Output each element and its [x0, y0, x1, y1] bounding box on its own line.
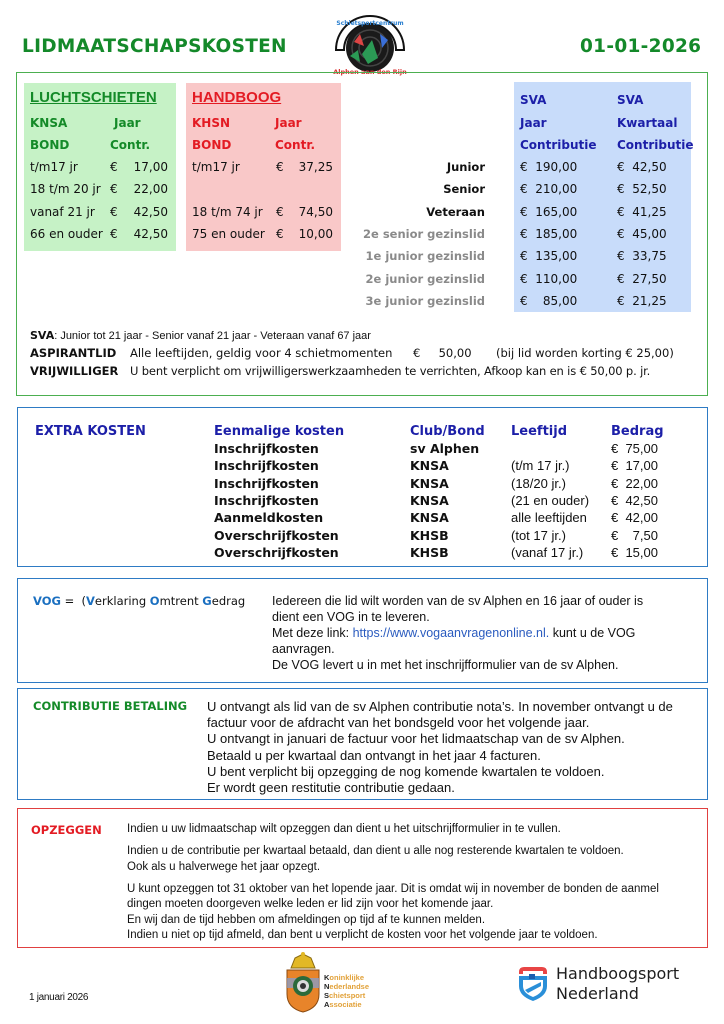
sva-row-year: € 85,00: [520, 293, 578, 308]
extra-kosten-title: EXTRA KOSTEN: [35, 424, 146, 439]
sva-row-year: € 165,00: [520, 204, 578, 219]
contributie-line: Er wordt geen restitutie contributie gedaan.: [207, 780, 455, 795]
handboog-row-amount: 10,00: [298, 226, 333, 241]
extra-header-kosten: Eenmalige kosten: [214, 424, 345, 439]
opzeggen-line: Ook als u halverwege het jaar opzegt.: [127, 860, 321, 873]
sva-quarter-header-1: SVA: [617, 93, 644, 107]
sva-row-quarter: € 52,50: [617, 182, 667, 197]
opzeggen-line: Indien u uw lidmaatschap wilt opzeggen dan dient u het uitschrijfformulier in te vullen.: [127, 823, 561, 835]
page-title: LIDMAATSCHAPSKOSTEN: [22, 36, 287, 57]
opzeggen-line: Indien u de contributie per kwartaal betaald, dan dient u alle nog resterende kwartalen te voldoen.: [127, 845, 624, 858]
sva-year-header-1: SVA: [520, 93, 547, 107]
vog-line-2: dient een VOG in te leveren.: [272, 610, 430, 624]
contributie-line: U ontvangt als lid van de sv Alphen contributie nota’s. In november ontvangt u de: [207, 699, 673, 714]
vog-rest-o: mtrent: [159, 594, 203, 608]
handboog-row-label: 18 t/m 74 jr: [192, 204, 263, 219]
luchtschieten-row-amount: 17,00: [133, 160, 168, 174]
khsn-label: KHSN: [192, 116, 231, 130]
aspirant-amount: € 50,00: [413, 346, 472, 360]
handboog-title: HANDBOOG: [192, 89, 282, 106]
extra-header-leeftijd: Leeftijd: [511, 424, 568, 439]
sva-note-label: SVA: [30, 329, 55, 342]
opzeggen-line: dingen moeten doorgeven welke leden er lid zijn voor het komende jaar.: [127, 898, 494, 911]
sva-row-label: Senior: [443, 182, 485, 197]
sva-year-header-2: Jaar: [520, 116, 547, 130]
sva-row-year: € 135,00: [520, 249, 578, 264]
luchtschieten-row-currency: €: [110, 182, 118, 197]
contributie-line: U ontvangt in januari de factuur voor het lidmaatschap van de sv Alphen.: [207, 731, 625, 747]
knsa-label: KNSA: [30, 116, 68, 130]
contributie-line: U bent verplicht bij opzegging de nog komende kwartalen te voldoen.: [207, 763, 605, 779]
vog-initial-o: O: [149, 594, 160, 608]
extra-row-leeftijd: (t/m 17 jr.): [511, 458, 570, 474]
jaar-label: Jaar: [114, 116, 141, 130]
extra-row-kosten: Overschrijfkosten: [214, 527, 339, 543]
extra-row-kosten: Inschrijfkosten: [214, 475, 319, 491]
knsa-wordmark-line: [324, 991, 369, 1000]
sva-quarter-header-3: Contributie: [617, 138, 694, 152]
extra-row-leeftijd: (vanaf 17 jr.): [511, 544, 584, 560]
knsa-wordmark-line: [324, 973, 369, 982]
sva-row-label: 3e junior gezinslid: [365, 293, 485, 308]
handboog-row-currency: €: [276, 204, 284, 219]
extra-row-club: KNSA: [410, 458, 449, 474]
extra-row-leeftijd: (21 en ouder): [511, 492, 590, 508]
sva-row-quarter: € 21,25: [617, 293, 667, 308]
sva-row-year: € 210,00: [520, 182, 578, 197]
sva-row-quarter: € 33,75: [617, 249, 667, 264]
sva-row-year: € 110,00: [520, 271, 578, 286]
extra-row-club: KNSA: [410, 510, 449, 526]
footer-date: 1 januari 2026: [29, 992, 89, 1003]
knsa-initial: K: [324, 973, 330, 982]
aspirant-note: (bij lid worden korting € 25,00): [496, 346, 674, 360]
handboog-bond-label: BOND: [192, 138, 232, 152]
vog-line-4: De VOG levert u in met het inschrijfformulier van de sv Alphen.: [272, 658, 619, 672]
knsa-rest: ssociatie: [329, 1000, 362, 1009]
sva-row-quarter: € 41,25: [617, 204, 667, 219]
opzeggen-line: Indien u niet op tijd afmeld, dan bent u verplicht de kosten voor het volgende jaar te voldoen.: [127, 928, 598, 941]
sva-note-text: : Junior tot 21 jaar - Senior vanaf 21 jaar - Veteraan vanaf 67 jaar: [54, 330, 371, 342]
contributie-line: Betaald u per kwartaal dan ontvangt in het jaar 4 facturen.: [207, 747, 541, 763]
vog-initial-v: V: [86, 594, 95, 608]
sva-note: [30, 329, 371, 342]
sva-row-quarter: € 42,50: [617, 160, 667, 174]
vog-link-suffix: kunt u de VOG: [549, 626, 636, 640]
sva-row-label: Junior: [446, 160, 485, 174]
svg-text:Alphen aan den Rijn: Alphen aan den Rijn: [333, 68, 407, 76]
knsa-wordmark-line: [324, 1000, 369, 1009]
sva-row-year: € 185,00: [520, 226, 578, 241]
extra-row-bedrag: € 42,50: [611, 492, 658, 508]
extra-row-club: sv Alphen: [410, 441, 480, 456]
aspirant-text: Alle leeftijden, geldig voor 4 schietmomenten: [130, 346, 393, 360]
extra-row-kosten: Inschrijfkosten: [214, 492, 319, 508]
extra-row-leeftijd: alle leeftijden: [511, 510, 587, 526]
handboogsport-logo-icon: [516, 964, 550, 1002]
luchtschieten-row-amount: 22,00: [133, 182, 168, 197]
vog-line-1: Iedereen die lid wilt worden van de sv Alphen en 16 jaar of ouder is: [272, 594, 644, 608]
handboog-jaar-label: Jaar: [275, 116, 302, 130]
sva-row-label: Veteraan: [426, 204, 485, 219]
aspirant-label: ASPIRANTLID: [30, 346, 117, 360]
contr-label: Contr.: [110, 138, 151, 152]
handboog-row-currency: €: [276, 226, 284, 241]
handboog-row-currency: €: [276, 160, 284, 174]
extra-row-kosten: Inschrijfkosten: [214, 441, 319, 456]
sva-row-label: 2e senior gezinslid: [363, 226, 485, 241]
opzeggen-line: En wij dan de tijd hebben om afmeldingen op tijd af te kunnen melden.: [127, 913, 486, 926]
knsa-initial: A: [324, 1000, 330, 1009]
luchtschieten-row-currency: €: [110, 226, 118, 241]
luchtschieten-row-amount: 42,50: [133, 226, 168, 241]
extra-row-bedrag: € 22,00: [611, 475, 658, 491]
sva-year-header-3: Contributie: [520, 138, 597, 152]
extra-row-kosten: Inschrijfkosten: [214, 458, 319, 474]
vrijwilliger-text: U bent verplicht om vrijwilligerswerkzaamheden te verrichten, Afkoop kan en is € 50,00 p. jr.: [130, 364, 651, 378]
luchtschieten-row-label: 66 en ouder: [30, 226, 103, 241]
extra-row-club: KHSB: [410, 527, 449, 543]
extra-row-leeftijd: (tot 17 jr.): [511, 527, 566, 543]
luchtschieten-row-label: 18 t/m 20 jr: [30, 182, 101, 197]
extra-header-club: Club/Bond: [410, 424, 485, 439]
extra-row-bedrag: € 42,00: [611, 510, 658, 526]
extra-row-club: KHSB: [410, 544, 449, 560]
vog-link[interactable]: https://www.vogaanvragenonline.nl.: [352, 626, 550, 640]
opzeggen-label: OPZEGGEN: [31, 823, 102, 837]
sva-row-label: 1e junior gezinslid: [365, 249, 485, 264]
handboog-contr-label: Contr.: [275, 138, 316, 152]
contributie-label: CONTRIBUTIE BETALING: [33, 699, 188, 713]
luchtschieten-row-label: vanaf 21 jr: [30, 204, 95, 219]
vog-rest-g: edrag: [211, 594, 246, 608]
knsa-wordmark-line: [324, 982, 369, 991]
vog-initial-g: G: [202, 594, 212, 608]
vog-link-line: [272, 626, 635, 640]
vog-eq: = (: [64, 594, 87, 608]
sva-row-quarter: € 45,00: [617, 226, 667, 241]
opzeggen-line: U kunt opzeggen tot 31 oktober van het lopende jaar. Dit is omdat wij in november de bonden de aanmel: [127, 882, 659, 895]
extra-row-bedrag: € 75,00: [611, 441, 658, 456]
vog-link-prefix: Met deze link:: [272, 626, 353, 640]
vog-definition: [33, 594, 245, 608]
handboog-row-label: t/m17 jr: [192, 160, 240, 174]
sva-row-quarter: € 27,50: [617, 271, 667, 286]
knsa-logo: [283, 950, 323, 1014]
handboog-row-amount: 37,25: [298, 160, 333, 174]
extra-row-club: KNSA: [410, 492, 449, 508]
luchtschieten-row-currency: €: [110, 204, 118, 219]
knsa-rest: chietsport: [329, 991, 366, 1000]
extra-row-bedrag: € 17,00: [611, 458, 658, 474]
club-logo: [330, 6, 410, 76]
sva-row-year: € 190,00: [520, 160, 578, 174]
handboog-row-label: 75 en ouder: [192, 226, 265, 241]
contributie-line: factuur voor de afdracht van het bondsgeld voor het volgende jaar.: [207, 715, 590, 731]
vrijwilliger-label: VRIJWILLIGER: [30, 364, 119, 378]
luchtschieten-row-currency: €: [110, 160, 118, 174]
luchtschieten-row-amount: 42,50: [133, 204, 168, 219]
luchtschieten-title: LUCHTSCHIETEN: [30, 89, 157, 106]
vog-line-3: aanvragen.: [272, 642, 335, 656]
vog-rest-v: erklaring: [94, 594, 150, 608]
bond-label: BOND: [30, 138, 70, 152]
extra-row-kosten: Overschrijfkosten: [214, 544, 339, 560]
sva-row-label: 2e junior gezinslid: [365, 271, 485, 286]
extra-row-bedrag: € 15,00: [611, 544, 658, 560]
knsa-initial: N: [324, 982, 330, 991]
extra-row-bedrag: € 7,50: [611, 527, 658, 543]
extra-header-bedrag: Bedrag: [611, 424, 664, 439]
svg-text:Schietsportcentrum: Schietsportcentrum: [336, 20, 404, 27]
handboogsport-line-2: Nederland: [556, 984, 639, 1003]
knsa-rest: oninklijke: [329, 973, 365, 982]
extra-row-club: KNSA: [410, 475, 449, 491]
luchtschieten-row-label: t/m17 jr: [30, 160, 78, 174]
handboogsport-line-1: Handboogsport: [556, 964, 680, 983]
handboog-row-amount: 74,50: [298, 204, 333, 219]
page-date: 01-01-2026: [580, 36, 702, 57]
extra-row-leeftijd: (18/20 jr.): [511, 475, 566, 491]
knsa-wordmark: [324, 973, 369, 1009]
knsa-rest: ederlandse: [329, 982, 370, 991]
sva-quarter-header-2: Kwartaal: [617, 116, 678, 130]
vog-label: VOG: [33, 594, 61, 608]
extra-row-kosten: Aanmeldkosten: [214, 510, 324, 526]
knsa-initial: S: [324, 991, 330, 1000]
